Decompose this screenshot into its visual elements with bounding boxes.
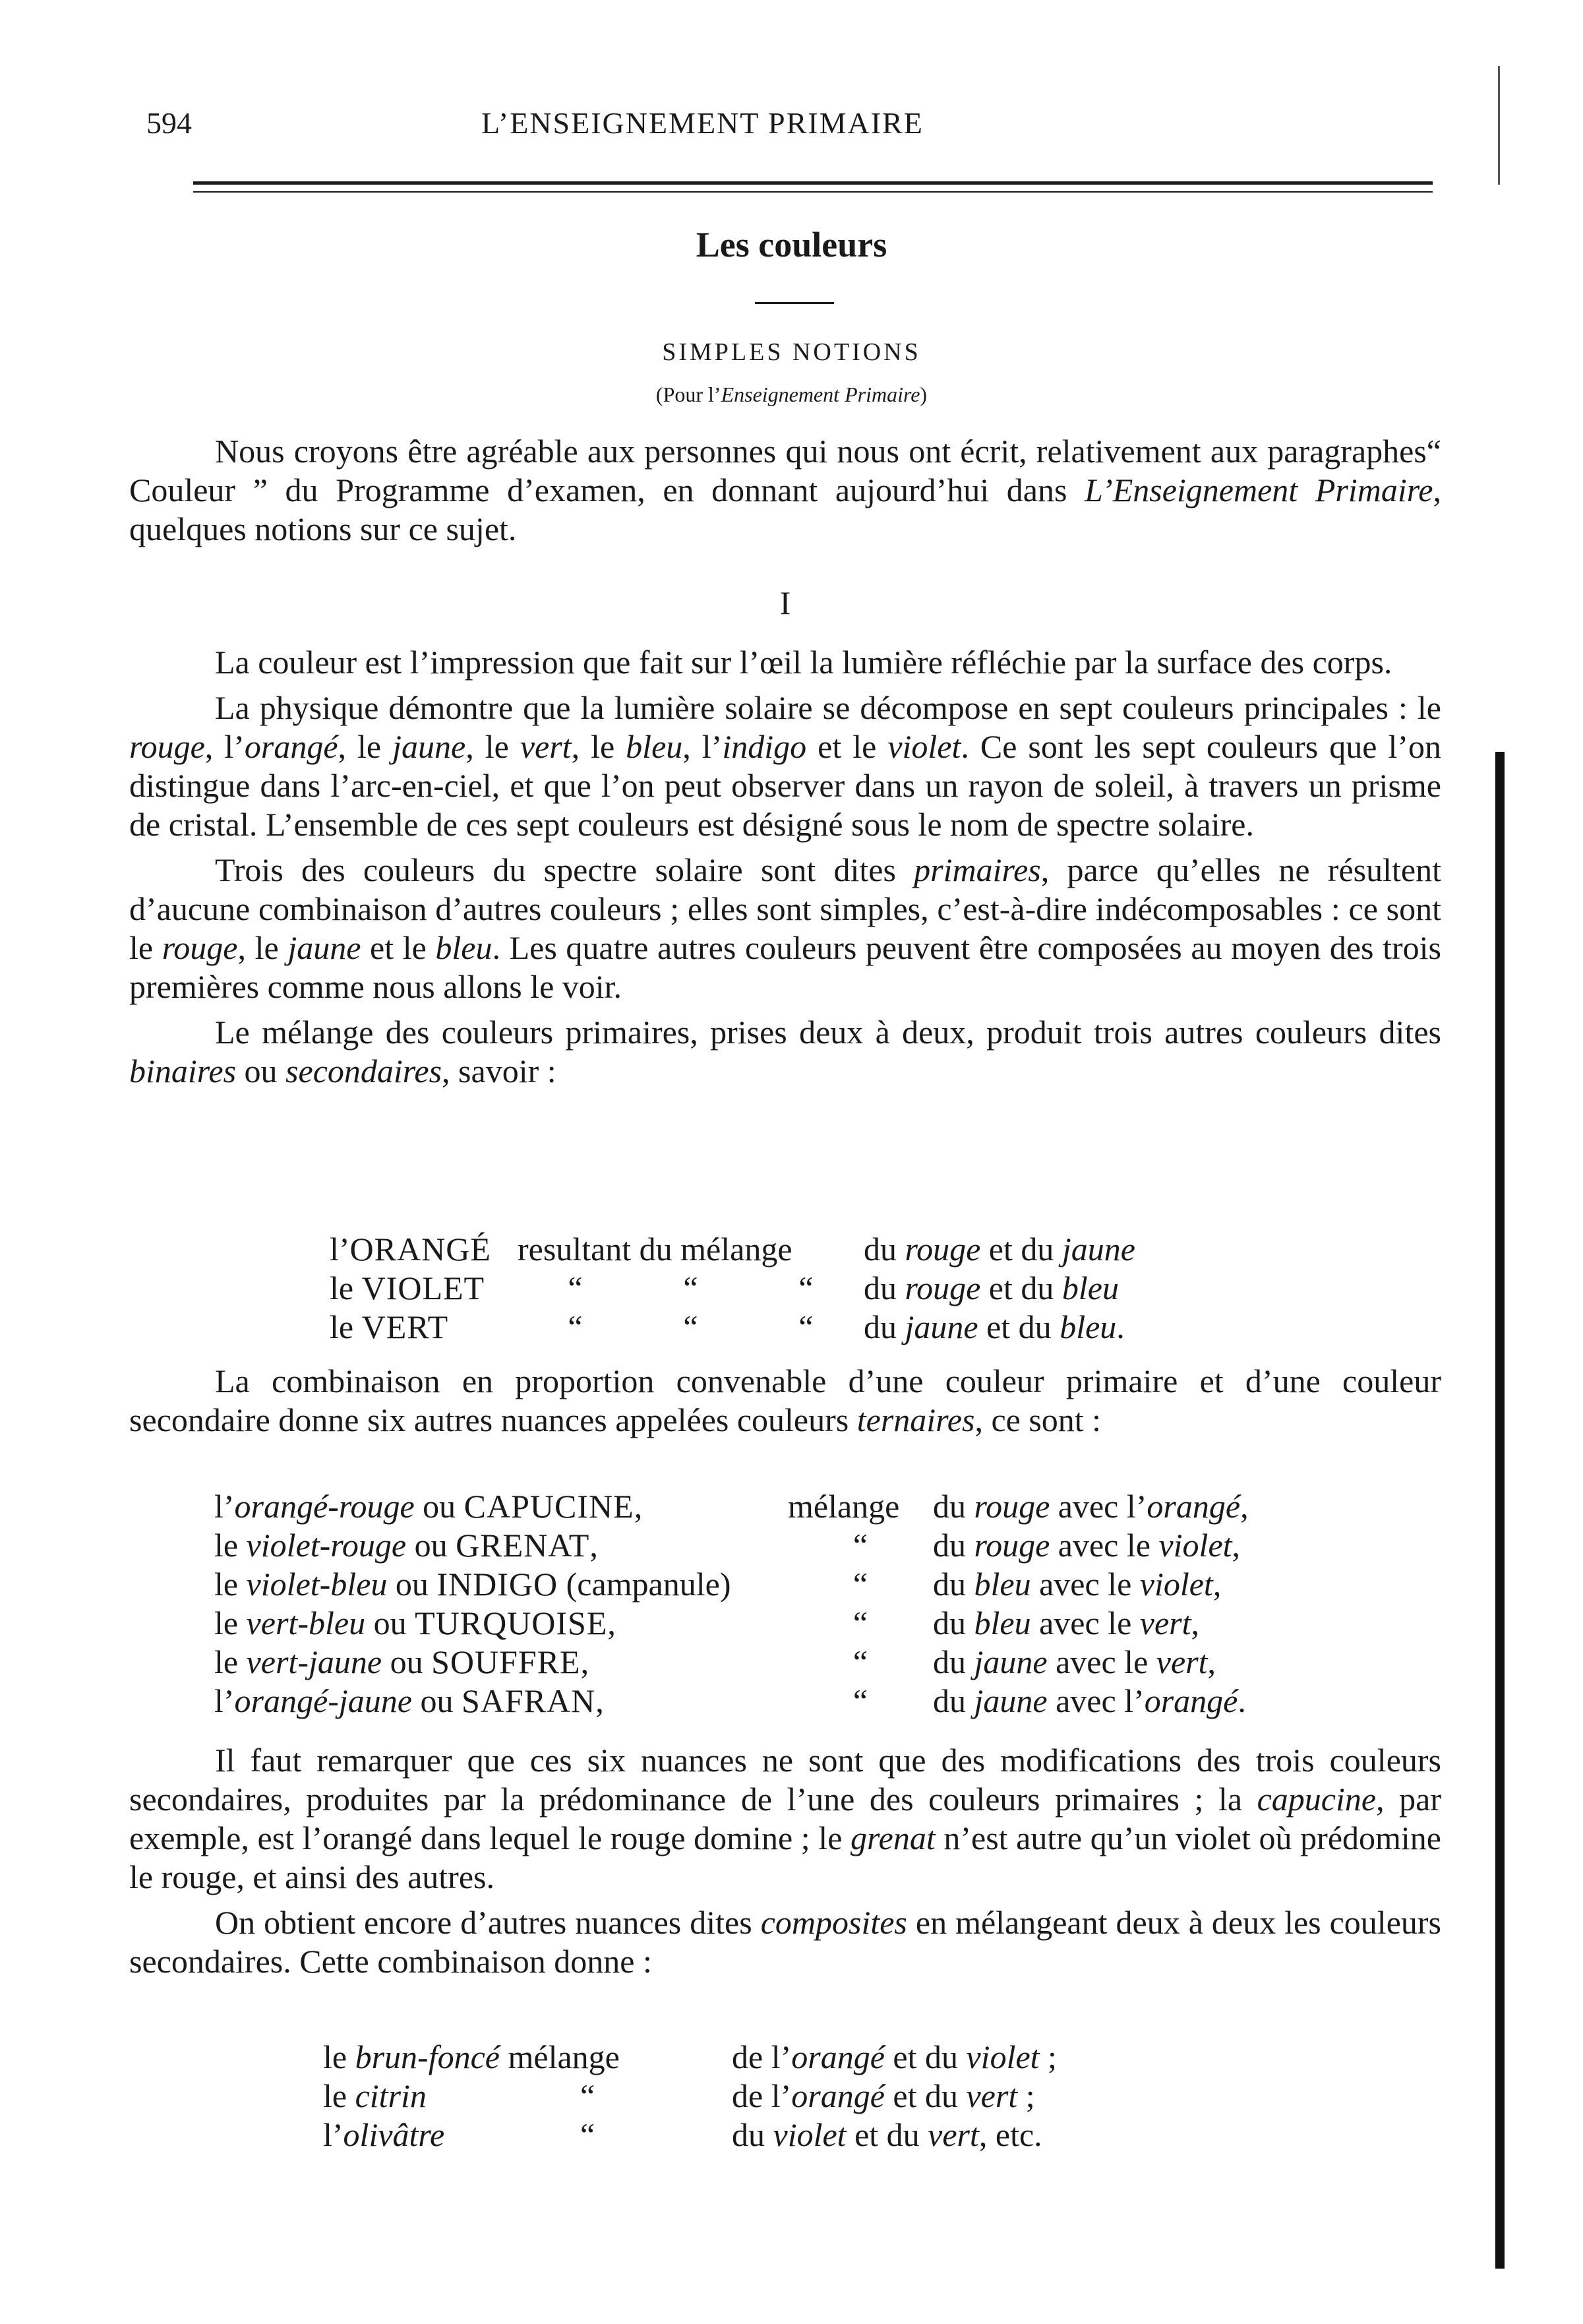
table-row: le vert-jaune ou SOUFFRE, “ du jaune avec le vert,	[214, 1643, 1216, 1680]
header-rule-thick	[193, 181, 1433, 185]
table-row: l’orangé-rouge ou CAPUCINE, mélange du rouge avec l’orangé,	[214, 1488, 1249, 1525]
table-row: l’orangé-jaune ou SAFRAN, “ du jaune avec l’orangé.	[214, 1682, 1246, 1719]
paragraph-6: Il faut remarquer que ces six nuances ne sont que des modifications des trois couleurs secondaires, produites par la prédominance de l’une des couleurs primaires ; la capucine, par exemple, est l’orangé dans lequel le rouge domine ; le grenat n’est autre qu’un violet où prédomine le rouge, et ainsi des autres.	[129, 1742, 1441, 1895]
composite-colors-table	[323, 2038, 1057, 2155]
scan-margin-line	[1498, 66, 1500, 185]
paragraph-1: La couleur est l’impression que fait sur l’œil la lumière réfléchie par la surface des corps.	[215, 644, 1392, 681]
header-rule-thin	[193, 191, 1433, 193]
body-paragraphs-a	[129, 643, 1441, 1091]
paragraph-2: La physique démontre que la lumière solaire se décompose en sept couleurs principales : le rouge, l’orangé, le jaune, le vert, le bleu, l’indigo et le violet. Ce sont les sept couleurs que l’on distingue dans l’arc-en-ciel, et que l’on peut observer dans un rayon de soleil, à travers un prisme de cristal. L’ensemble de ces sept couleurs est désigné sous le nom de spectre solaire.	[129, 689, 1442, 843]
intro-paragraph: Nous croyons être agréable aux personnes qui nous ont écrit, relativement aux paragraphes“ Couleur ” du Programme d’examen, en donnant aujourd’hui dans L’Enseignement Primaire, quelques notions sur ce sujet.	[129, 433, 1442, 547]
page-number: 594	[146, 106, 192, 140]
paragraph-5: La combinaison en proportion convenable d’une couleur primaire et d’une couleur secondaire donne six autres nuances appelées couleurs ternaires, ce sont :	[129, 1362, 1441, 1438]
article-subtitle: SIMPLES NOTIONS	[662, 338, 921, 366]
table-row: le citrin “ de l’orangé et du vert ;	[323, 2077, 1035, 2114]
table-row: l’ORANGÉ resultant du mélange du rouge et du jaune	[330, 1231, 1135, 1268]
paragraph-4: Le mélange des couleurs primaires, prises deux à deux, produit trois autres couleurs dites binaires ou secondaires, savoir :	[129, 1014, 1441, 1089]
table-row: le violet-rouge ou GRENAT, “ du rouge avec le violet,	[214, 1527, 1241, 1564]
table-row: l’olivâtre “ du violet et du vert, etc.	[323, 2116, 1042, 2153]
tertiary-colors-table	[214, 1487, 1249, 1721]
title-separator	[755, 302, 834, 304]
article-byline: (Pour l’Enseignement Primaire)	[655, 382, 928, 406]
secondary-colors-table	[330, 1230, 1135, 1347]
running-title: L’ENSEIGNEMENT PRIMAIRE	[481, 106, 924, 140]
paragraph-7: On obtient encore d’autres nuances dites composites en mélangeant deux à deux les couleurs secondaires. Cette combinaison donne :	[129, 1904, 1441, 1980]
scan-margin-bar	[1495, 752, 1505, 2269]
table-row: le VIOLET “ “ “ du rouge et du bleu	[330, 1269, 1119, 1306]
article-title: Les couleurs	[696, 225, 887, 264]
paragraph-3: Trois des couleurs du spectre solaire sont dites primaires, parce qu’elles ne résultent d’aucune combinaison d’autres couleurs ; elles sont simples, c’est-à-dire indécomposables : ce sont le rouge, le jaune et le bleu. Les quatre autres couleurs peuvent être composées au moyen des trois premières comme nous allons le voir.	[129, 851, 1441, 1005]
table-row: le vert-bleu ou TURQUOISE, “ du bleu avec le vert,	[214, 1605, 1199, 1641]
table-row: le violet-bleu ou INDIGO (campanule) “ du bleu avec le violet,	[214, 1566, 1222, 1603]
section-numeral: I	[779, 584, 791, 621]
table-row: le VERT “ “ “ du jaune et du bleu.	[330, 1308, 1125, 1345]
body-paragraphs-b	[129, 1741, 1441, 1981]
table-row: le brun-foncé mélange de l’orangé et du violet ;	[323, 2038, 1057, 2075]
